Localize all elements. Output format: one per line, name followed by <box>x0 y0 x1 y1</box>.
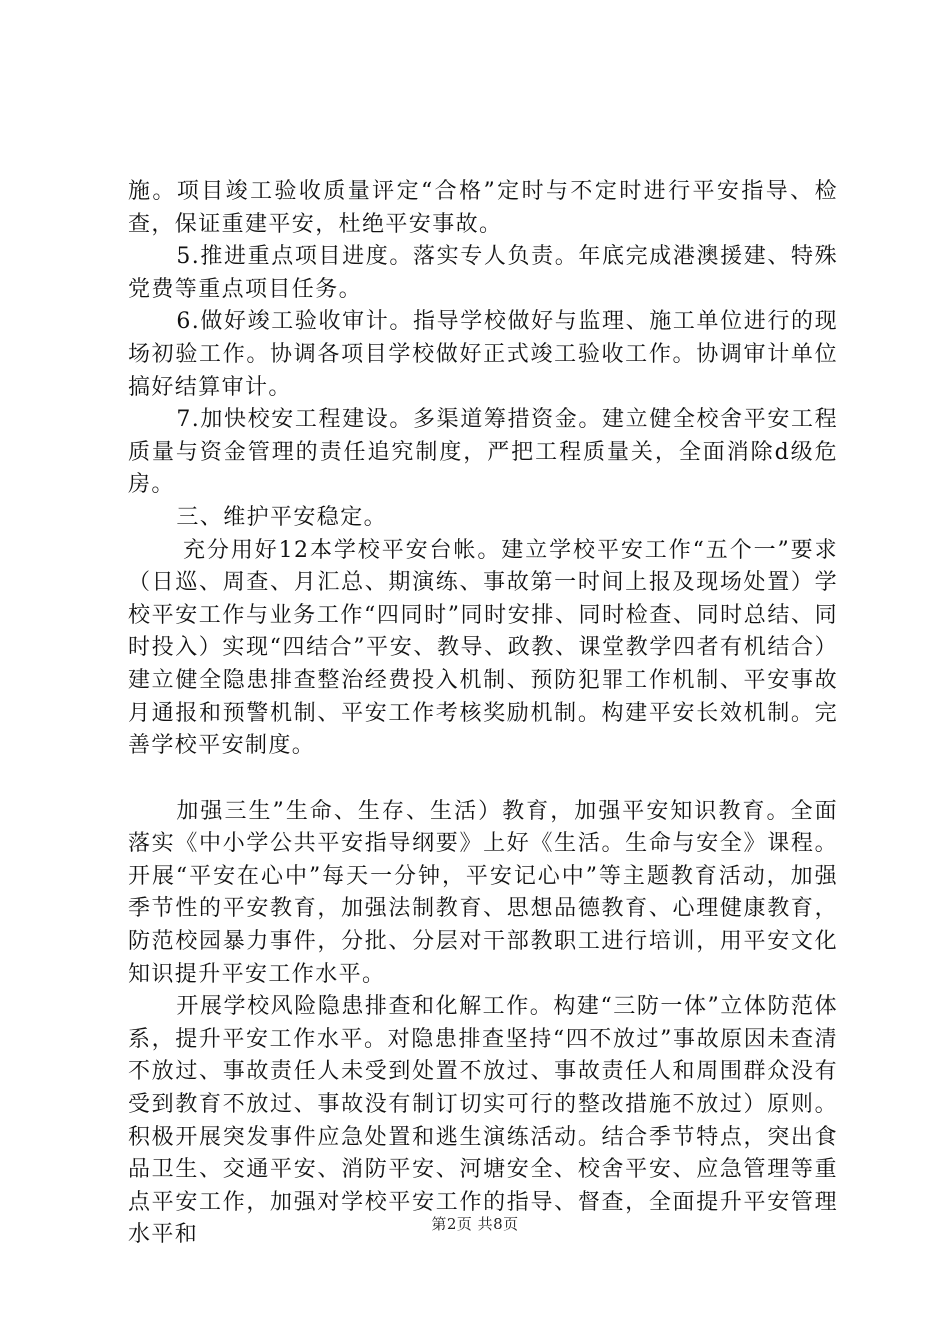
section-heading-3: 三、维护平安稳定。 <box>176 504 387 530</box>
document-body <box>128 176 838 1252</box>
paragraph-safety-ledger: 充分用好12本学校平安台帐。建立学校平安工作“五个一”要求（日巡、周查、月汇总、期演练、事故第一时间上报及现场处置）学校平安工作与业务工作“四同时”同时安排、同时检查、同时总结、同时投入）实现“四结合”平安、教导、政教、课堂教学四者有机结合）建立健全隐患排查整治经费投入机制、预防犯罪工作机制、平安事故月通报和预警机制、平安工作考核奖励机制。构建平安长效机制。完善学校平安制度。 <box>128 537 838 759</box>
paragraph-item-7: 7.加快校安工程建设。多渠道筹措资金。建立健全校舍平安工程质量与资金管理的责任追究制度，严把工程质量关，全面消除d级危房。 <box>128 407 838 498</box>
paragraph-item-5: 5.推进重点项目进度。落实专人负责。年底完成港澳援建、特殊党费等重点项目任务。 <box>128 244 838 302</box>
paragraph-risk-inspection: 开展学校风险隐患排查和化解工作。构建“三防一体”立体防范体系，提升平安工作水平。对隐患排查坚持“四不放过”事故原因未查清不放过、事故责任人未受到处置不放过、事故责任人和周围群众没有受到教育不放过、事故没有制订切实可行的整改措施不放过）原则。积极开展突发事件应急处置和逃生演练活动。结合季节特点，突出食品卫生、交通平安、消防平安、河塘安全、校舍平安、应急管理等重点平安工作，加强对学校平安工作的指导、督查，全面提升平安管理水平和 <box>128 994 838 1248</box>
page-number-footer: 第2页 共8页 <box>431 1215 519 1233</box>
paragraph-item-6: 6.做好竣工验收审计。指导学校做好与监理、施工单位进行的现场初验工作。协调各项目学校做好正式竣工验收工作。协调审计单位搞好结算审计。 <box>128 309 838 400</box>
paragraph-continued: 施。项目竣工验收质量评定“合格”定时与不定时进行平安指导、检查，保证重建平安，杜绝平安事故。 <box>128 179 838 237</box>
paragraph-gap <box>128 763 838 796</box>
paragraph-safety-education: 加强三生”生命、生存、生活）教育，加强平安知识教育。全面落实《中小学公共平安指导纲要》上好《生活。生命与安全》课程。开展“平安在心中”每天一分钟，平安记心中”等主题教育活动，加强季节性的平安教育，加强法制教育、思想品德教育、心理健康教育，防范校园暴力事件，分批、分层对干部教职工进行培训，用平安文化知识提升平安工作水平。 <box>128 798 838 987</box>
